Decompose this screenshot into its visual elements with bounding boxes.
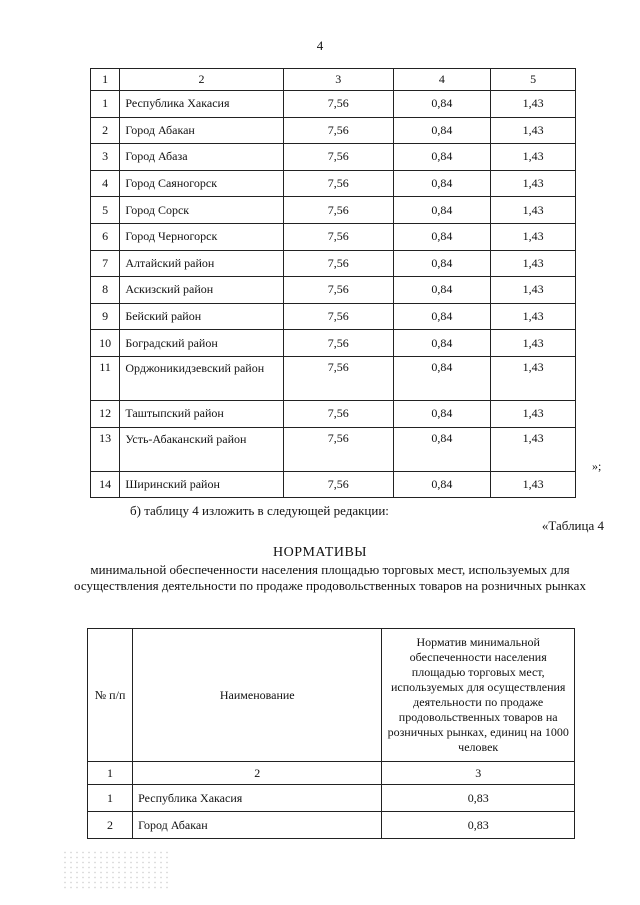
table-cell: 7,56 xyxy=(283,223,393,250)
table-cell: 0,84 xyxy=(393,170,490,197)
table-cell: 0,84 xyxy=(393,223,490,250)
table-cell: 7,56 xyxy=(283,144,393,171)
table-cell: 1,43 xyxy=(491,303,576,330)
table-row xyxy=(91,144,576,171)
table-cell: Город Абаза xyxy=(120,144,283,171)
table-row xyxy=(91,400,576,427)
table-cell: 1,43 xyxy=(491,197,576,224)
table-cell: 14 xyxy=(91,471,120,498)
table-cell: Таштыпский район xyxy=(120,400,283,427)
table-cell: 1,43 xyxy=(491,277,576,304)
header-cell-number: № п/п xyxy=(88,629,133,762)
table-cell: 7,56 xyxy=(283,427,393,471)
table-cell: 1,43 xyxy=(491,427,576,471)
table-row xyxy=(91,277,576,304)
table-cell: 7 xyxy=(91,250,120,277)
table-cell: 0,83 xyxy=(382,785,575,812)
table-row xyxy=(91,117,576,144)
table-cell: 1,43 xyxy=(491,356,576,400)
table-cell: Город Черногорск xyxy=(120,223,283,250)
table-cell: 0,83 xyxy=(382,812,575,839)
table-row xyxy=(91,471,576,498)
table-cell: 0,84 xyxy=(393,471,490,498)
table-cell: 0,84 xyxy=(393,330,490,357)
table-cell: 1,43 xyxy=(491,330,576,357)
table-row xyxy=(91,427,576,471)
column-number-cell: 1 xyxy=(88,762,133,785)
table-cell: 7,56 xyxy=(283,356,393,400)
header-cell: 3 xyxy=(283,69,393,91)
table-cell: Город Сорск xyxy=(120,197,283,224)
table-row xyxy=(88,812,575,839)
table-cell: 0,84 xyxy=(393,250,490,277)
table-cell: 0,84 xyxy=(393,197,490,224)
table-cell: 7,56 xyxy=(283,303,393,330)
section-title: НОРМАТИВЫ xyxy=(272,545,368,560)
header-cell: 1 xyxy=(91,69,120,91)
table-row xyxy=(91,197,576,224)
table-cell: 4 xyxy=(91,170,120,197)
table-header-row xyxy=(88,629,575,762)
table-cell: 1,43 xyxy=(491,144,576,171)
table-cell: 7,56 xyxy=(283,170,393,197)
table-cell: 8 xyxy=(91,277,120,304)
header-cell-normative: Норматив минимальной обеспеченности населения площадью торговых мест, используемых для осуществления деятельности по продаже продовольственных товаров на розничных рынках, единиц на 1000 человек xyxy=(382,629,575,762)
table-cell: 7,56 xyxy=(283,117,393,144)
table-cell: 7,56 xyxy=(283,197,393,224)
table-cell: 7,56 xyxy=(283,471,393,498)
table-cell: Усть-Абаканский район xyxy=(120,427,283,471)
normative-table xyxy=(87,628,575,839)
table-cell: Алтайский район xyxy=(120,250,283,277)
table-row xyxy=(91,250,576,277)
table-cell: 2 xyxy=(91,117,120,144)
table-row xyxy=(91,303,576,330)
column-number-cell: 3 xyxy=(382,762,575,785)
table-cell: 0,84 xyxy=(393,356,490,400)
table-cell: 7,56 xyxy=(283,400,393,427)
table-cell: 13 xyxy=(91,427,120,471)
table-cell: Город Саяногорск xyxy=(120,170,283,197)
table-cell: 0,84 xyxy=(393,303,490,330)
column-number-cell: 2 xyxy=(133,762,382,785)
scan-noise xyxy=(62,850,172,890)
table-cell: Аскизский район xyxy=(120,277,283,304)
section-subtitle: минимальной обеспеченности населения площадью торговых мест, используемых для осуществления деятельности по продаже продовольственных товаров на розничных рынках xyxy=(74,562,586,593)
table-cell: 0,84 xyxy=(393,117,490,144)
table-row xyxy=(88,785,575,812)
table-cell: 1,43 xyxy=(491,91,576,118)
closing-quote-mark: »; xyxy=(592,459,602,473)
table-cell: 12 xyxy=(91,400,120,427)
table-cell: 9 xyxy=(91,303,120,330)
table-row xyxy=(91,91,576,118)
table-cell: 5 xyxy=(91,197,120,224)
table-cell: 7,56 xyxy=(283,330,393,357)
page-number: 4 xyxy=(316,38,324,53)
table-cell: Город Абакан xyxy=(120,117,283,144)
header-cell: 4 xyxy=(393,69,490,91)
column-number-row xyxy=(88,762,575,785)
header-cell: 5 xyxy=(491,69,576,91)
table-cell: 1,43 xyxy=(491,471,576,498)
table-cell: 0,84 xyxy=(393,427,490,471)
table-cell: 1 xyxy=(91,91,120,118)
table-cell: Орджоникидзевский район xyxy=(120,356,283,400)
table-cell: 1 xyxy=(88,785,133,812)
header-cell-name: Наименование xyxy=(133,629,382,762)
table-cell: 6 xyxy=(91,223,120,250)
table-cell: 1,43 xyxy=(491,170,576,197)
table-row xyxy=(91,356,576,400)
table-cell: 1,43 xyxy=(491,250,576,277)
table-cell: 0,84 xyxy=(393,91,490,118)
table-cell: 0,84 xyxy=(393,277,490,304)
table-cell: Республика Хакасия xyxy=(120,91,283,118)
table-cell: 1,43 xyxy=(491,117,576,144)
table-cell: 1,43 xyxy=(491,400,576,427)
table-row xyxy=(91,330,576,357)
table-cell: Бейский район xyxy=(120,303,283,330)
table-cell: 7,56 xyxy=(283,91,393,118)
table-cell: 11 xyxy=(91,356,120,400)
table-cell: Ширинский район xyxy=(120,471,283,498)
table-cell: 0,84 xyxy=(393,400,490,427)
table-cell: 2 xyxy=(88,812,133,839)
table-cell: Город Абакан xyxy=(133,812,382,839)
table-cell: 3 xyxy=(91,144,120,171)
table-cell: 10 xyxy=(91,330,120,357)
table-cell: Боградский район xyxy=(120,330,283,357)
regional-table xyxy=(90,68,576,498)
table-label: «Таблица 4 xyxy=(541,518,604,533)
header-cell: 2 xyxy=(120,69,283,91)
table-row xyxy=(91,170,576,197)
amendment-paragraph: б) таблицу 4 изложить в следующей редакции: xyxy=(130,503,389,518)
table-cell: 1,43 xyxy=(491,223,576,250)
table-cell: 7,56 xyxy=(283,250,393,277)
table-row xyxy=(91,223,576,250)
table-cell: 7,56 xyxy=(283,277,393,304)
table-cell: Республика Хакасия xyxy=(133,785,382,812)
table-header-row xyxy=(91,69,576,91)
table-cell: 0,84 xyxy=(393,144,490,171)
